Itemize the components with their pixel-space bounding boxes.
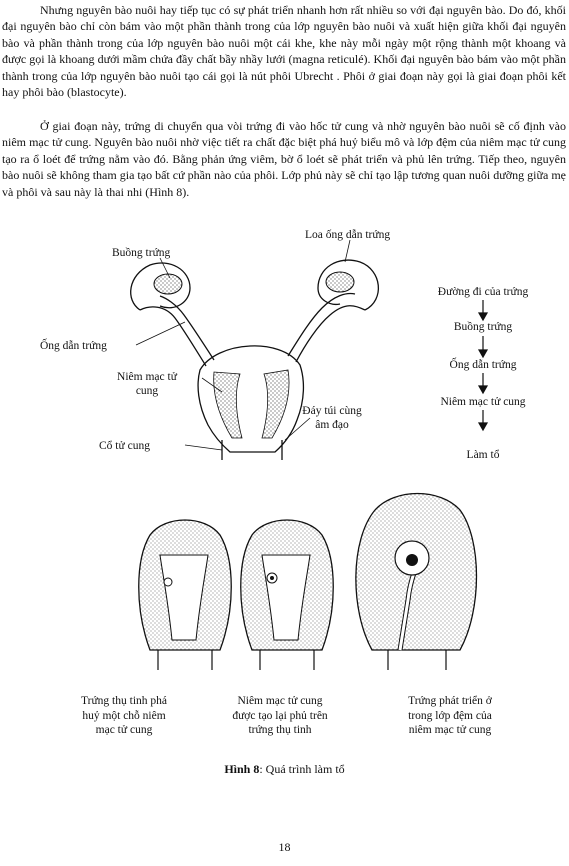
- caption-1-line3: mạc tử cung: [95, 724, 153, 736]
- caption-2-line1: Niêm mạc tử cung: [237, 695, 323, 707]
- infundibulum-label: Loa ống dẫn trứng: [305, 229, 391, 241]
- figure-title-rest: : Quá trình làm tổ: [259, 762, 345, 776]
- pathway-step-1: Buồng trứng: [453, 321, 513, 333]
- pathway-step-3: Niêm mạc tử cung: [440, 396, 526, 408]
- stage-1-diagram: [139, 520, 232, 670]
- pathway-title: Đường đi của trứng: [437, 286, 529, 298]
- page-number: 18: [278, 840, 291, 854]
- paragraph-2: Ở giai đoạn này, trứng di chuyển qua vòi trứng đi vào hốc tử cung và nhờ nguyên bào nuôi sẽ cố định vào niêm mạc tử cung. Nguyên bào nuôi nhờ việc tiết ra chất đặc biệt phá huỷ biểu mô và lớp đệm của niêm mạc tử cung tạo ra ổ loét để trứng nằm vào đó. Bằng phản ứng viêm, bờ ổ loét sẽ phát triển và phủ lên trứng. Tiếp theo, nguyên bào nuôi sẽ không tham gia tạo bất cứ phần nào của phôi. Lớp phủ này sẽ chỉ tạo lập tương quan nuôi dưỡng giữa mẹ và phôi và sau này là thai nhi (Hình 8).: [2, 119, 566, 199]
- figure-title-bold: Hình 8: [224, 762, 260, 776]
- caption-stage-1: [58, 694, 190, 738]
- caption-1-line1: Trứng thụ tinh phá: [81, 695, 167, 707]
- cervix-label: Cổ tử cung: [99, 440, 150, 452]
- caption-3-line1: Trứng phát triển ở: [408, 695, 492, 707]
- fornix-label-line1: Đáy túi cùng: [302, 405, 362, 417]
- caption-2-line2: được tạo lại phủ trên: [232, 709, 328, 722]
- caption-stage-2: [210, 694, 350, 738]
- paragraph-1: Nhưng nguyên bào nuôi hay tiếp tục có sự phát triển nhanh hơn rất nhiều so với đại nguyên bào. Do đó, khối đại nguyên bào chỉ còn bám vào một phần thành trong của lớp nguyên bào nuôi và xuất hiện giữa khối đại nguyên bào và phần thành trong của lớp nguyên bào nuôi một cái khe, khe này mỗi ngày một rộng thành một khoang và được gọi là khoang dưới mầm chứa đầy chất bầy nhầy lưới (magna reticulé). Khối đại nguyên bào bám vào một phần thành trong của lớp nguyên bào nuôi tạo cái gọi là nút phôi Ubrecht . Phôi ở giai đoạn này gọi là giai đoạn phôi kết hay phôi bào (blastocyte).: [2, 3, 566, 100]
- caption-2-line3: trứng thụ tinh: [248, 724, 312, 736]
- stage-3-diagram: [356, 494, 477, 671]
- caption-3-line3: niêm mạc tử cung: [408, 724, 492, 736]
- stage-2-diagram: [241, 520, 334, 670]
- fornix-label-line2: âm đạo: [315, 419, 349, 431]
- caption-stage-3: [380, 694, 520, 738]
- figure-title: [0, 762, 569, 777]
- pathway-step-4: Làm tổ: [466, 449, 500, 461]
- pathway-step-2: Ống dẫn trứng: [449, 359, 517, 371]
- oviduct-label: Ống dẫn trứng: [40, 340, 107, 352]
- caption-1-line2: huỷ một chỗ niêm: [82, 709, 166, 722]
- ovary-label: Buồng trứng: [112, 247, 171, 259]
- caption-3-line2: trong lớp đệm của: [408, 709, 492, 722]
- endometrium-label-line2: cung: [135, 385, 159, 397]
- endometrium-label-line1: Niêm mạc tử: [117, 371, 177, 383]
